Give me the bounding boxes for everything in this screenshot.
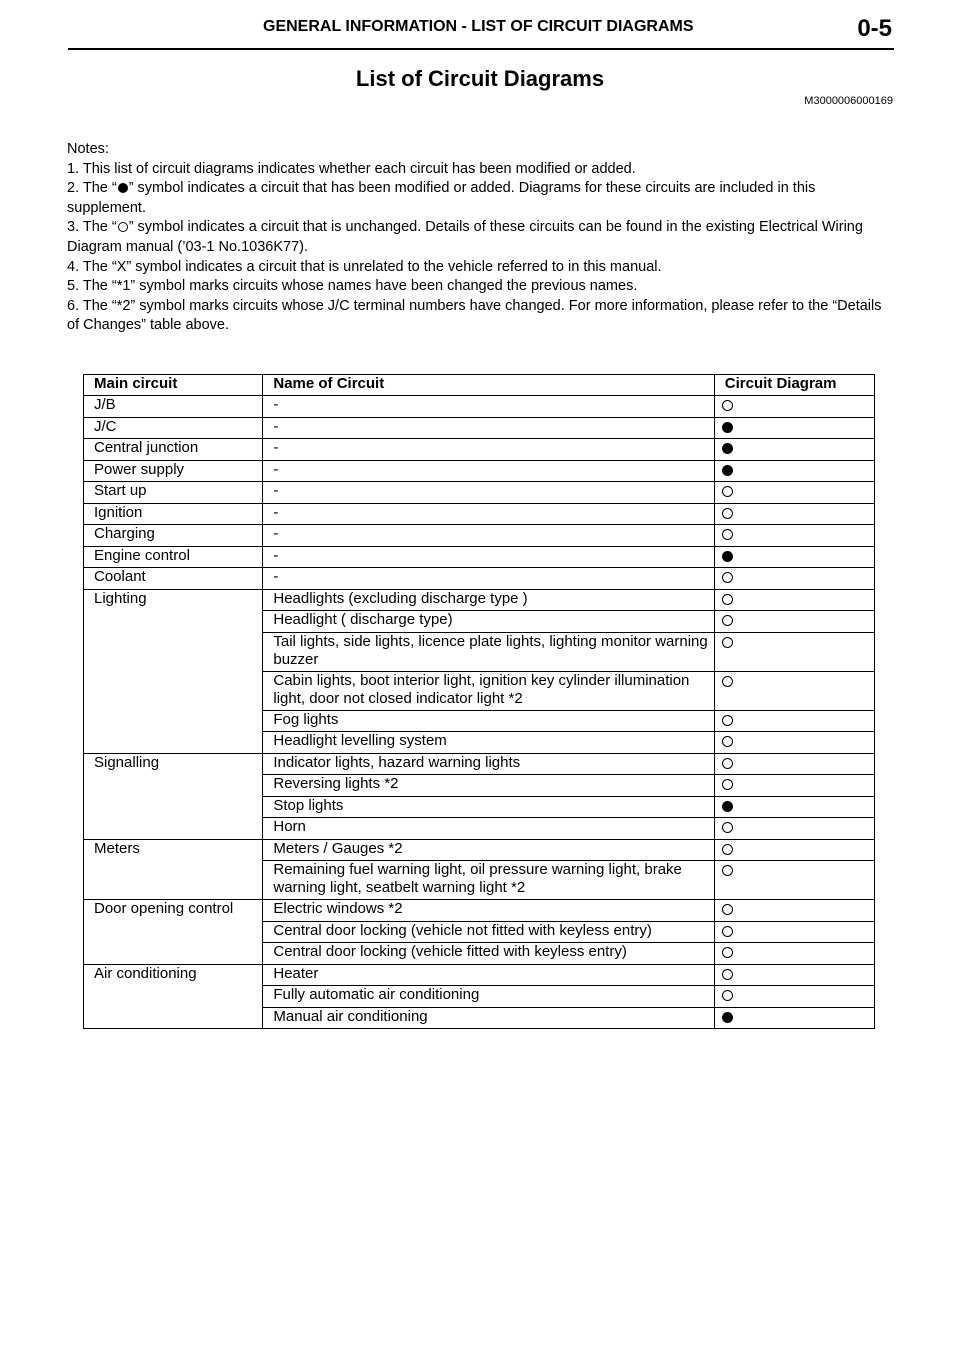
open-circle-icon (722, 676, 733, 687)
main-circuit-cell: Ignition (84, 503, 263, 525)
table-row (84, 525, 875, 547)
table-row (84, 439, 875, 461)
main-circuit-cell: Power supply (84, 460, 263, 482)
circuit-diagram-cell (714, 900, 874, 922)
main-circuit-cell: Meters (84, 839, 263, 900)
circuit-name-cell: Horn (263, 818, 714, 840)
document-id: M3000006000169 (804, 95, 893, 107)
header-main-circuit: Main circuit (84, 375, 263, 396)
main-circuit-cell: Start up (84, 482, 263, 504)
circuit-name-cell: - (263, 460, 714, 482)
circuit-diagram-cell (714, 753, 874, 775)
circuit-diagram-cell (714, 482, 874, 504)
circuit-name-cell: Fully automatic air conditioning (263, 986, 714, 1008)
main-circuit-cell: Door opening control (84, 900, 263, 965)
open-circle-icon (722, 990, 733, 1001)
circuit-name-cell: Stop lights (263, 796, 714, 818)
open-circle-icon (722, 508, 733, 519)
filled-circle-icon (722, 443, 733, 454)
table-body (84, 396, 875, 1029)
main-circuit-cell: Signalling (84, 753, 263, 839)
page-number: 0-5 (857, 15, 892, 42)
table-row (84, 482, 875, 504)
circuit-diagram-cell (714, 732, 874, 754)
filled-circle-icon (722, 465, 733, 476)
open-circle-icon (722, 486, 733, 497)
table-row (84, 503, 875, 525)
table-row (84, 546, 875, 568)
header-circuit-name: Name of Circuit (263, 375, 714, 396)
open-circle-icon (722, 904, 733, 915)
note-3 (67, 218, 892, 257)
circuit-diagram-cell (714, 611, 874, 633)
header-circuit-diagram: Circuit Diagram (714, 375, 874, 396)
circuit-name-cell: Headlight levelling system (263, 732, 714, 754)
circuit-diagram-cell (714, 546, 874, 568)
open-circle-icon (722, 947, 733, 958)
open-circle-icon (722, 637, 733, 648)
circuit-diagram-cell (714, 417, 874, 439)
header-title: GENERAL INFORMATION - LIST OF CIRCUIT DIAGRAMS (263, 18, 694, 35)
open-circle-icon (722, 529, 733, 540)
open-circle-icon (722, 715, 733, 726)
table-row (84, 900, 875, 922)
main-circuit-cell: Charging (84, 525, 263, 547)
circuit-name-cell: Central door locking (vehicle not fitted with keyless entry) (263, 921, 714, 943)
main-circuit-cell: J/B (84, 396, 263, 418)
note-2-prefix: 2. The “ (67, 180, 117, 197)
open-circle-icon (722, 926, 733, 937)
circuit-name-cell: Manual air conditioning (263, 1007, 714, 1029)
circuit-diagram-cell (714, 589, 874, 611)
circuit-diagram-cell (714, 460, 874, 482)
table-row (84, 417, 875, 439)
circuit-name-cell: Indicator lights, hazard warning lights (263, 753, 714, 775)
circuit-diagram-cell (714, 525, 874, 547)
circuit-diagram-cell (714, 1007, 874, 1029)
open-circle-icon (722, 822, 733, 833)
circuit-name-cell: - (263, 568, 714, 590)
open-circle-icon (722, 758, 733, 769)
note-5: 5. The “*1” symbol marks circuits whose names have been changed the previous names. (67, 278, 638, 295)
filled-circle-icon (722, 1012, 733, 1023)
main-circuit-cell: J/C (84, 417, 263, 439)
page-header (68, 14, 894, 50)
notes-section (67, 140, 892, 336)
table-row (84, 589, 875, 611)
circuit-name-cell: Fog lights (263, 710, 714, 732)
circuit-name-cell: - (263, 503, 714, 525)
note-1: 1. This list of circuit diagrams indicates whether each circuit has been modified or added. (67, 160, 636, 177)
circuit-diagram-table (83, 374, 875, 1029)
circuit-name-cell: Headlights (excluding discharge type ) (263, 589, 714, 611)
open-circle-icon (722, 779, 733, 790)
open-circle-icon (722, 736, 733, 747)
note-4: 4. The “X” symbol indicates a circuit that is unrelated to the vehicle referred to in this manual. (67, 258, 662, 275)
circuit-name-cell: Reversing lights *2 (263, 775, 714, 797)
circuit-diagram-cell (714, 839, 874, 861)
circuit-name-cell: Electric windows *2 (263, 900, 714, 922)
document-title: List of Circuit Diagrams (355, 66, 605, 91)
note-3-text: ” symbol indicates a circuit that is unchanged. Details of these circuits can be found in the existing Electrical Wiring Diagram manual (’03-1 No.1036K77). (67, 219, 863, 255)
open-circle-icon (722, 572, 733, 583)
circuit-name-cell: Meters / Gauges *2 (263, 839, 714, 861)
open-circle-icon (722, 400, 733, 411)
note-2-text: ” symbol indicates a circuit that has been modified or added. Diagrams for these circuits are included in this supplement. (67, 180, 816, 216)
circuit-diagram-cell (714, 568, 874, 590)
open-circle-icon (722, 844, 733, 855)
table-row (84, 753, 875, 775)
circuit-diagram-cell (714, 964, 874, 986)
circuit-name-cell: - (263, 546, 714, 568)
filled-circle-icon (722, 551, 733, 562)
open-circle-icon (722, 615, 733, 626)
table-row (84, 460, 875, 482)
table-row (84, 839, 875, 861)
filled-circle-icon (118, 183, 128, 193)
main-circuit-cell: Engine control (84, 546, 263, 568)
circuit-diagram-cell (714, 671, 874, 710)
circuit-name-cell: Cabin lights, boot interior light, ignition key cylinder illumination light, door not closed indicator light *2 (263, 671, 714, 710)
circuit-name-cell: - (263, 482, 714, 504)
circuit-name-cell: - (263, 525, 714, 547)
note-6: 6. The “*2” symbol marks circuits whose J/C terminal numbers have changed. For more information, please refer to the “Details of Changes” table above. (67, 297, 882, 334)
circuit-diagram-cell (714, 503, 874, 525)
open-circle-icon (722, 594, 733, 605)
circuit-name-cell: - (263, 417, 714, 439)
circuit-name-cell: Central door locking (vehicle fitted with keyless entry) (263, 943, 714, 965)
filled-circle-icon (722, 422, 733, 433)
main-circuit-cell: Central junction (84, 439, 263, 461)
circuit-name-cell: Headlight ( discharge type) (263, 611, 714, 633)
circuit-diagram-cell (714, 632, 874, 671)
table-row (84, 964, 875, 986)
circuit-diagram-cell (714, 921, 874, 943)
circuit-diagram-cell (714, 439, 874, 461)
filled-circle-icon (722, 801, 733, 812)
circuit-diagram-cell (714, 796, 874, 818)
notes-heading: Notes: (67, 141, 109, 157)
circuit-diagram-cell (714, 396, 874, 418)
main-circuit-cell: Air conditioning (84, 964, 263, 1029)
note-3-prefix: 3. The “ (67, 219, 117, 236)
circuit-diagram-cell (714, 818, 874, 840)
circuit-name-cell: - (263, 396, 714, 418)
open-circle-icon (722, 865, 733, 876)
note-2 (67, 179, 892, 218)
main-circuit-cell: Lighting (84, 589, 263, 753)
circuit-diagram-cell (714, 861, 874, 900)
circuit-name-cell: - (263, 439, 714, 461)
table-row (84, 568, 875, 590)
circuit-diagram-cell (714, 986, 874, 1008)
circuit-name-cell: Tail lights, side lights, licence plate lights, lighting monitor warning buzzer (263, 632, 714, 671)
main-circuit-cell: Coolant (84, 568, 263, 590)
open-circle-icon (118, 222, 128, 232)
circuit-diagram-cell (714, 710, 874, 732)
circuit-name-cell: Heater (263, 964, 714, 986)
circuit-diagram-cell (714, 775, 874, 797)
table-row (84, 396, 875, 418)
open-circle-icon (722, 969, 733, 980)
circuit-diagram-cell (714, 943, 874, 965)
table-header-row (84, 375, 875, 396)
circuit-name-cell: Remaining fuel warning light, oil pressure warning light, brake warning light, seatbelt warning light *2 (263, 861, 714, 900)
